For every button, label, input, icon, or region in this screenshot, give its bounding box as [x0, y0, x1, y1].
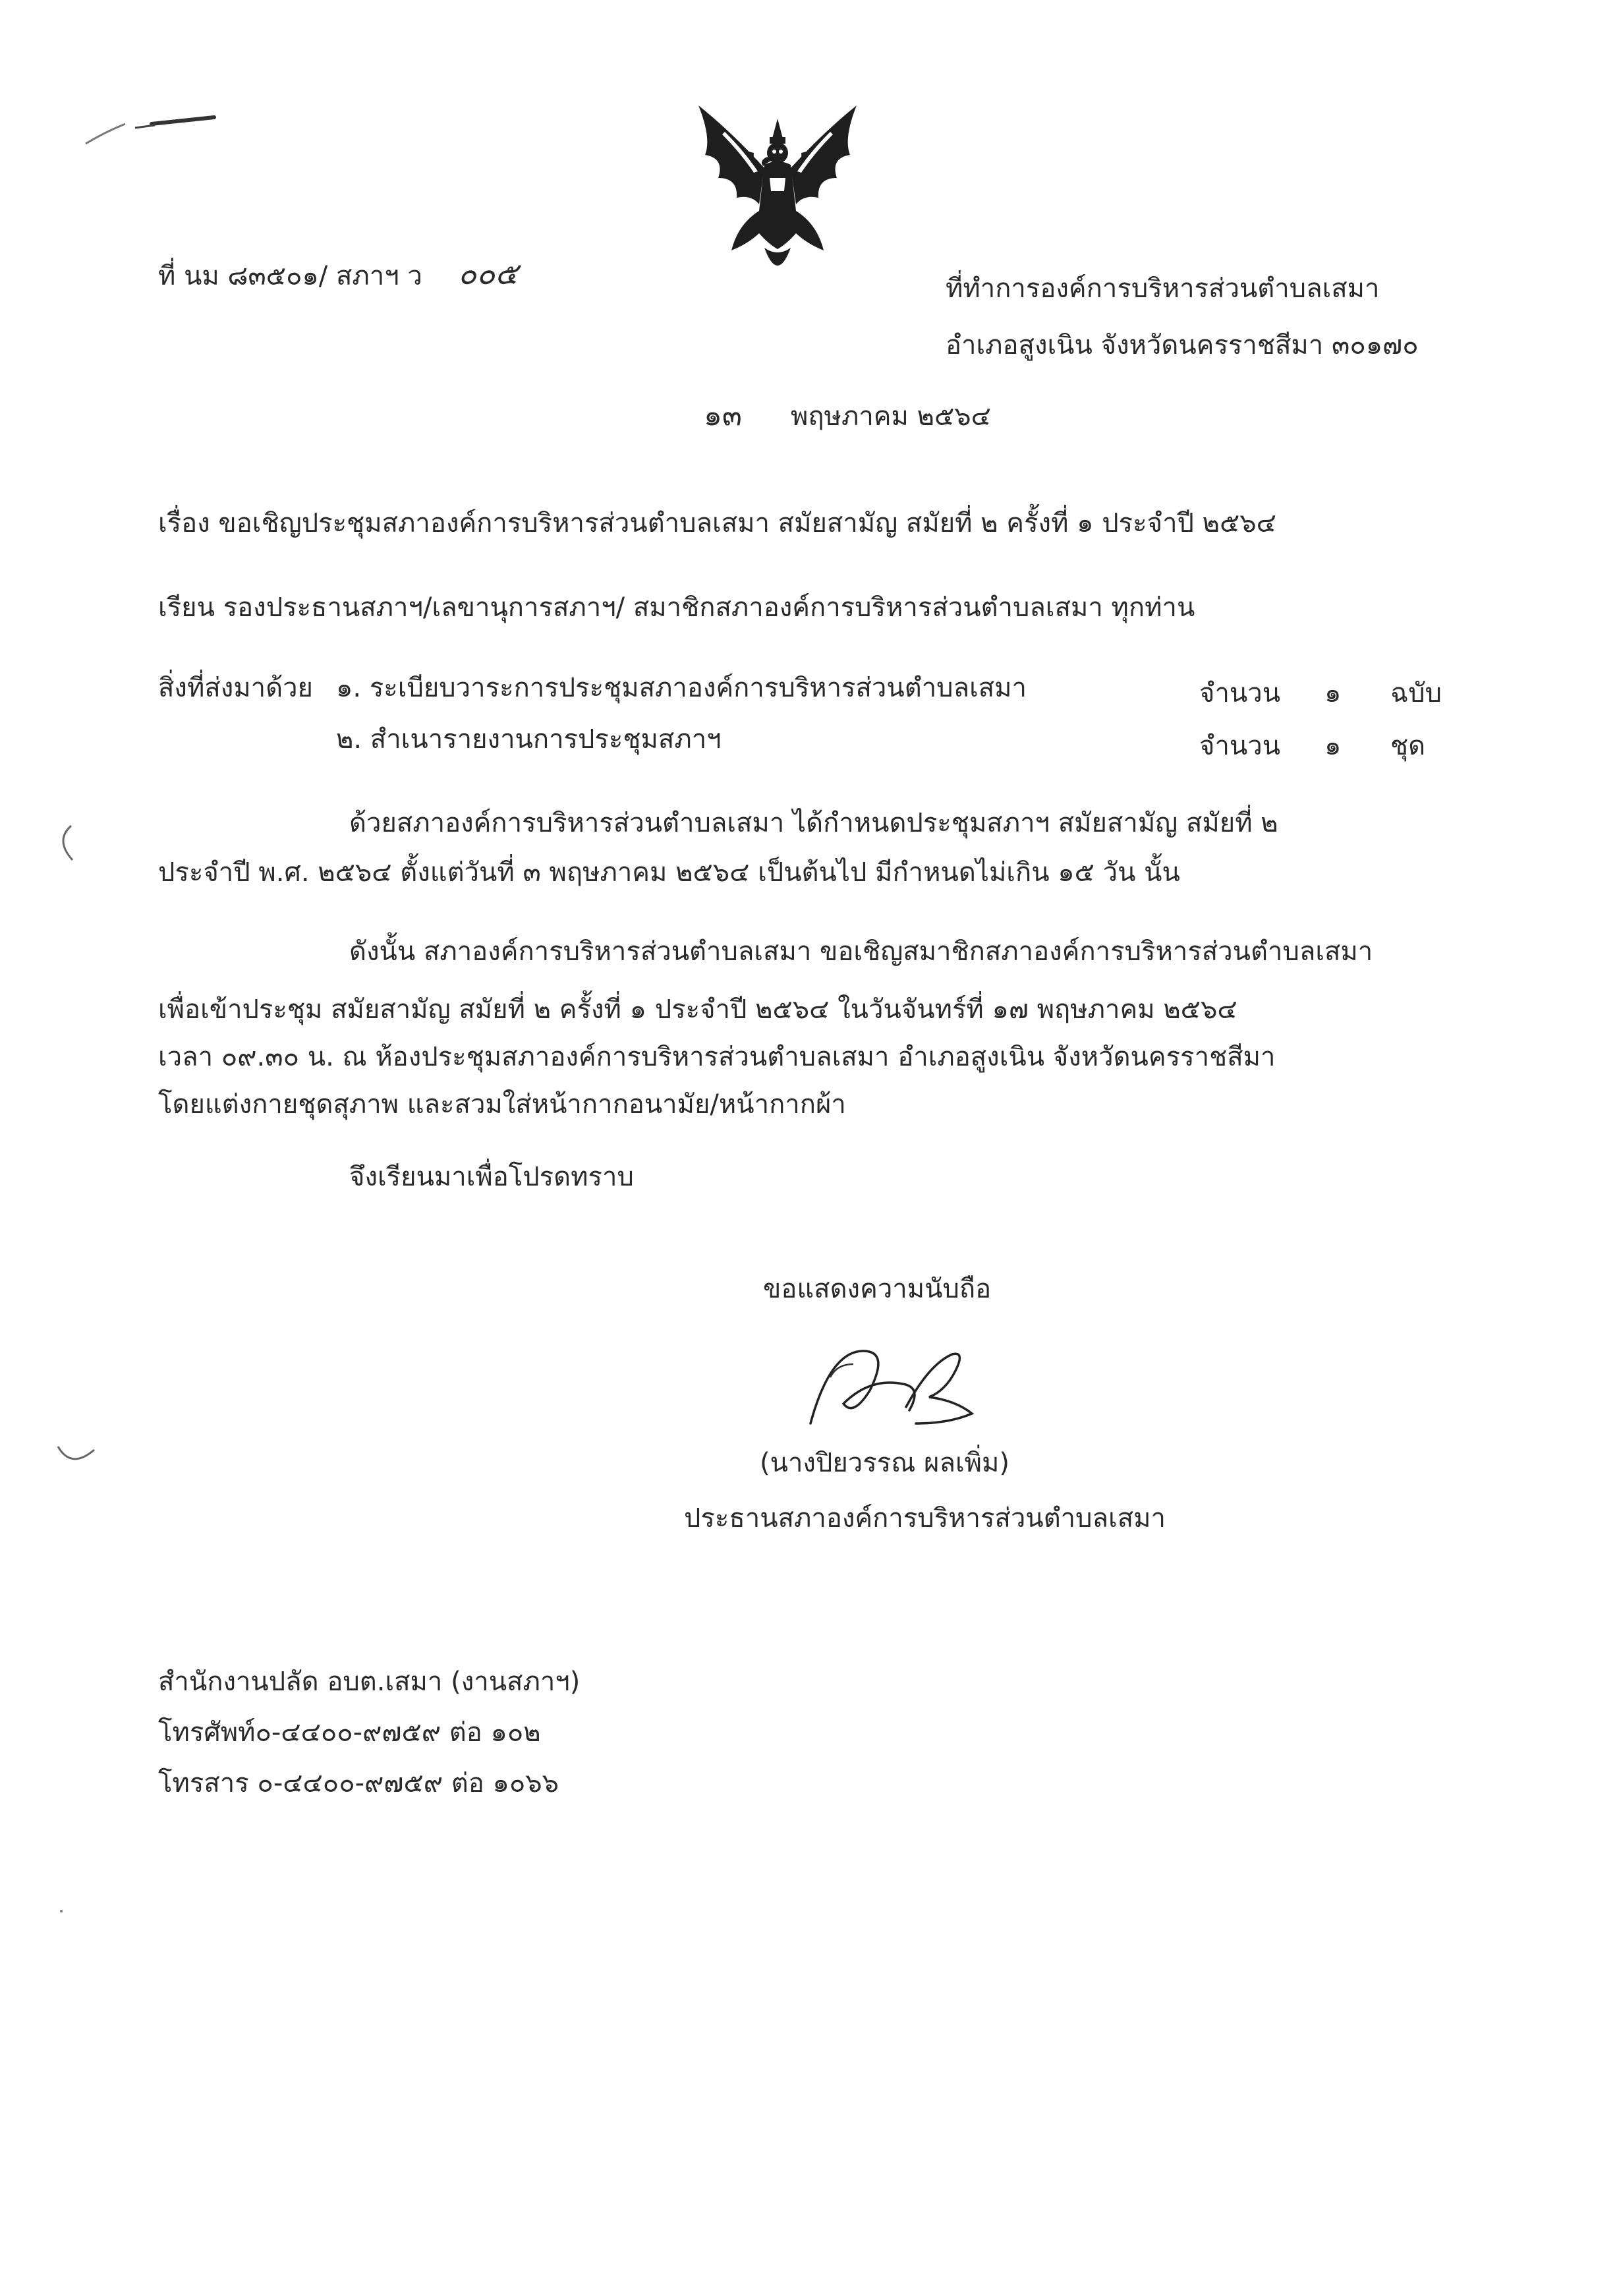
footer-fax: โทรสาร ๐-๔๔๐๐-๙๗๕๙ ต่อ ๑๐๖๖ — [158, 1768, 559, 1798]
body-paragraph2-line: โดยแต่งกายชุดสุภาพ และสวมใส่หน้ากากอนามัย/หน้ากากผ้า — [158, 1089, 846, 1120]
garuda-emblem — [685, 92, 870, 283]
regards-line: ขอแสดงความนับถือ — [763, 1274, 992, 1304]
enclosure-item-unit: ชุด — [1390, 731, 1426, 761]
office-address-line1: ที่ทำการองค์การบริหารส่วนตำบลเสมา — [946, 273, 1380, 304]
signatory-position: ประธานสภาองค์การบริหารส่วนตำบลเสมา — [684, 1503, 1166, 1534]
subject-line: เรื่อง ขอเชิญประชุมสภาองค์การบริหารส่วนตำบลเสมา สมัยสามัญ สมัยที่ ๒ ครั้งที่ ๑ ประจำปี ๒๕๖๔ — [158, 508, 1276, 538]
body-paragraph1-line: ประจำปี พ.ศ. ๒๕๖๔ ตั้งแต่วันที่ ๓ พฤษภาคม ๒๕๖๔ เป็นต้นไป มีกำหนดไม่เกิน ๑๕ วัน นั้น — [158, 857, 1180, 888]
signatory-name: (นางปิยวรรณ ผลเพิ่ม) — [760, 1448, 1009, 1478]
footer-phone: โทรศัพท์๐-๔๔๐๐-๙๗๕๙ ต่อ ๑๐๒ — [158, 1717, 541, 1748]
date-month-year: พฤษภาคม ๒๕๖๔ — [791, 401, 991, 432]
punch-hole-mark — [51, 1437, 104, 1476]
closing-line: จึงเรียนมาเพื่อโปรดทราบ — [349, 1162, 634, 1192]
addressee-line: เรียน รองประธานสภาฯ/เลขานุการสภาฯ/ สมาชิกสภาองค์การบริหารส่วนตำบลเสมา ทุกท่าน — [158, 592, 1195, 623]
punch-hole-mark — [51, 820, 84, 867]
body-paragraph2-line: เพื่อเข้าประชุม สมัยสามัญ สมัยที่ ๒ ครั้งที่ ๑ ประจำปี ๒๕๖๔ ในวันจันทร์ที่ ๑๗ พฤษภาคม ๒๕๖๔ — [158, 994, 1237, 1025]
enclosure-item-qty: ๑ — [1324, 678, 1342, 708]
date-day: ๑๓ — [704, 399, 743, 432]
body-paragraph2-line: เวลา ๐๙.๓๐ น. ณ ห้องประชุมสภาองค์การบริหารส่วนตำบลเสมา อำเภอสูงเนิน จังหวัดนครราชสีมา — [158, 1042, 1276, 1072]
footer-department: สำนักงานปลัด อบต.เสมา (งานสภาฯ) — [158, 1667, 581, 1697]
enclosure-item-qty-label: จำนวน — [1199, 731, 1281, 761]
body-paragraph1-line: ด้วยสภาองค์การบริหารส่วนตำบลเสมา ได้กำหนดประชุมสภาฯ สมัยสามัญ สมัยที่ ๒ — [349, 808, 1278, 838]
enclosure-item-text: ๑. ระเบียบวาระการประชุมสภาองค์การบริหารส่วนตำบลเสมา — [336, 673, 1027, 703]
enclosure-item-text: ๒. สำเนารายงานการประชุมสภาฯ — [336, 724, 722, 755]
signature-scribble — [791, 1325, 988, 1437]
enclosure-item-qty-label: จำนวน — [1199, 678, 1281, 708]
reference-number: ที่ นม ๘๓๕๐๑/ สภาฯ ว — [158, 261, 422, 291]
enclosure-item-qty: ๑ — [1324, 731, 1342, 761]
enclosure-item-unit: ฉบับ — [1390, 678, 1442, 708]
body-paragraph2-line: ดังนั้น สภาองค์การบริหารส่วนตำบลเสมา ขอเชิญสมาชิกสภาองค์การบริหารส่วนตำบลเสมา — [349, 936, 1373, 967]
stray-dot — [58, 1908, 65, 1914]
office-address-line2: อำเภอสูงเนิน จังหวัดนครราชสีมา ๓๐๑๗๐ — [946, 330, 1419, 360]
reference-number-handwritten: ๐๐๕ — [458, 256, 518, 291]
enclosures-label: สิ่งที่ส่งมาด้วย — [158, 673, 313, 703]
pen-mark — [79, 105, 224, 152]
